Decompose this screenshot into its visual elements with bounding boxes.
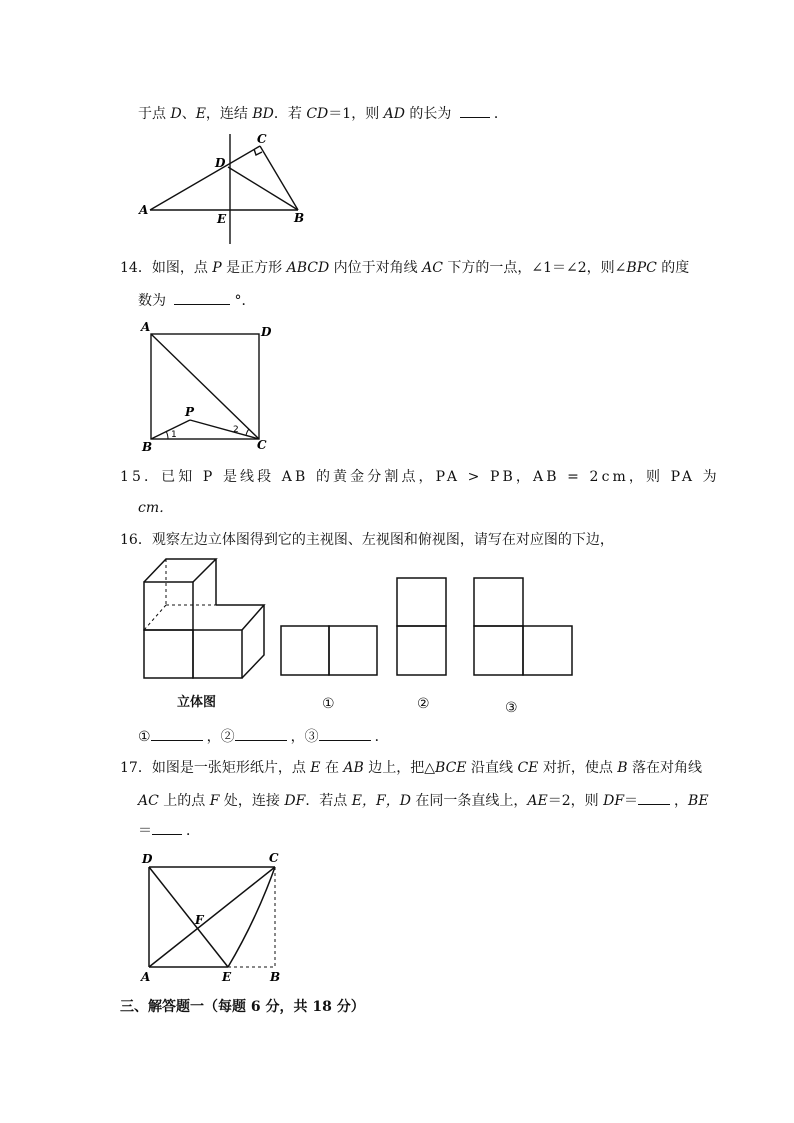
q14-label-c: C bbox=[257, 438, 267, 452]
q15-line2: cm． bbox=[138, 500, 174, 516]
q16-caption-solid: 立体图 bbox=[177, 695, 217, 710]
q14-label-d: D bbox=[261, 325, 272, 339]
q17-label-e: E bbox=[222, 970, 232, 984]
q13-figure bbox=[130, 130, 320, 250]
q14-label-p: P bbox=[185, 405, 195, 419]
q17-figure bbox=[138, 850, 288, 985]
answer-blank-df[interactable] bbox=[638, 790, 670, 805]
q14-line2: 数为 °． bbox=[138, 290, 255, 311]
answer-blank-3[interactable] bbox=[319, 726, 371, 741]
q14-angle-2: 2 bbox=[233, 425, 239, 435]
q17-line2: AC 上的点 F 处，连接 DF．若点 E，F，D 在同一条直线上，AE＝2，则 DF＝ ，BE bbox=[138, 790, 709, 811]
q16-caption-2: ② bbox=[417, 696, 430, 712]
q17-line3: ＝ ． bbox=[138, 820, 200, 841]
q13-label-a: A bbox=[139, 203, 149, 217]
q16-solid-figure bbox=[140, 555, 270, 683]
q14-figure bbox=[138, 320, 278, 452]
q17-label-a: A bbox=[141, 970, 151, 984]
q17-label-c: C bbox=[269, 851, 279, 865]
q13-label-c: C bbox=[257, 132, 267, 146]
q13-text-line: 于点 D、E，连结 BD．若 CD＝1，则 AD 的长为 ． bbox=[138, 103, 508, 124]
answer-blank[interactable] bbox=[460, 103, 490, 118]
q14-line1: 14．如图，点 P 是正方形 ABCD 内位于对角线 AC 下方的一点，∠1＝∠2，则∠BPC 的度 bbox=[120, 260, 690, 276]
section-heading: 三、解答题一（每题 6 分，共 18 分） bbox=[120, 999, 365, 1015]
q17-label-d: D bbox=[142, 852, 153, 866]
answer-blank[interactable] bbox=[174, 290, 230, 305]
q16-caption-3: ③ bbox=[505, 700, 518, 716]
answer-blank-be[interactable] bbox=[152, 820, 182, 835]
q13-label-d: D bbox=[215, 156, 226, 170]
q17-line1: 17．如图是一张矩形纸片，点 E 在 AB 边上，把△BCE 沿直线 CE 对折，使点 B 落在对角线 bbox=[120, 760, 703, 776]
answer-blank-1[interactable] bbox=[151, 726, 203, 741]
q17-label-b: B bbox=[270, 970, 281, 984]
answer-blank-2[interactable] bbox=[235, 726, 287, 741]
q13-label-b: B bbox=[294, 211, 305, 225]
q13-label-e: E bbox=[217, 212, 227, 226]
q16-view-2 bbox=[396, 577, 448, 677]
q14-label-b: B bbox=[142, 440, 153, 454]
q14-label-a: A bbox=[141, 320, 151, 334]
q17-label-f: F bbox=[195, 913, 204, 927]
q16-caption-1: ① bbox=[322, 696, 335, 712]
q16-view-3 bbox=[473, 577, 575, 677]
q16-answer-line: ① ，② ，③ ． bbox=[138, 726, 389, 747]
q16-view-1 bbox=[280, 625, 378, 677]
q16-line1: 16．观察左边立体图得到它的主视图、左视图和俯视图，请写在对应图的下边， bbox=[120, 532, 614, 548]
q15-line1: 15．已知 P 是线段 AB 的黄金分割点，PA > PB，AB = 2cm，则 PA 为 bbox=[120, 469, 720, 485]
q14-angle-1: 1 bbox=[171, 430, 177, 440]
